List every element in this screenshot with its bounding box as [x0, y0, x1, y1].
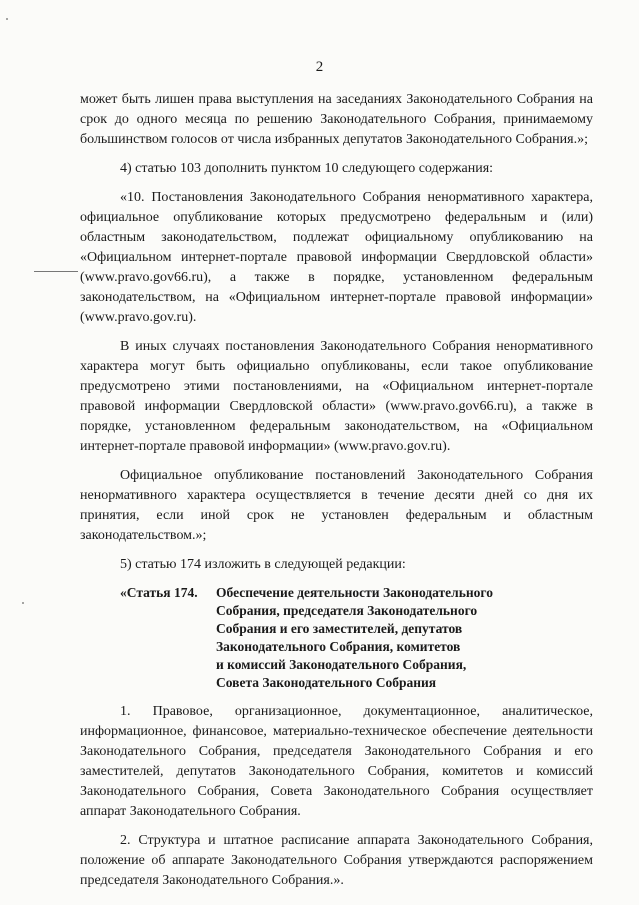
page-number: 2 [315, 59, 324, 75]
article-title-line: и комиссий Законодательного Собрания, [216, 657, 467, 672]
paragraph: 5) статью 174 изложить в следующей редакции: [120, 557, 406, 572]
margin-mark [34, 271, 78, 272]
article-paragraph: 1. Правовое, организационное, документационное, аналитическое, информационное, финансовое, материально-техническое обеспечение деятельности Законодательного Собрания, председателя Законодательного Собрания и его заместителей, депутатов Законодательного Собрания, комитетов и комиссий Законодательного Собрания, Совета Законодательного Собрания осуществляет аппарат Законодательного Собрания. [80, 704, 593, 819]
article-heading [80, 584, 593, 692]
scan-speck [6, 18, 8, 20]
paragraph: В иных случаях постановления Законодательного Собрания ненормативного характера могут быть официально опубликованы, если такое опубликование предусмотрено этими постановлениями, на «Официальном интернет-портале правовой информации Свердловской области» (www.pravo.gov66.ru), а также в порядке, установленном федеральным законодательством, на «Официальном интернет-портале правовой информации» (www.pravo.gov.ru). [80, 339, 593, 454]
article-title [216, 584, 593, 692]
article-title-line: Обеспечение деятельности Законодательного [216, 585, 493, 600]
article-title-line: Совета Законодательного Собрания [216, 675, 437, 690]
paragraph: «10. Постановления Законодательного Собрания ненормативного характера, официальное опубликование которых предусмотрено федеральным и (или) областным законодательством, подлежат официальному опубликованию на «Официальном интернет-портале правовой информации Свердловской области» (www.pravo.gov66.ru), а также в порядке, установленном федеральным законодательством, на «Официальном интернет-портале правовой информации» (www.pravo.gov.ru). [80, 190, 593, 325]
document-body [80, 90, 593, 900]
scan-speck [22, 602, 24, 604]
paragraph: может быть лишен права выступления на заседаниях Законодательного Собрания на срок до одного месяца по решению Законодательного Собрания, принимаемому большинством голосов от числа избранных депутатов Законодательного Собрания.»; [80, 92, 593, 147]
paragraph: Официальное опубликование постановлений Законодательного Собрания ненормативного характера осуществляется в течение десяти дней со дня их принятия, если иной срок не установлен федеральным и областным законодательством.»; [80, 468, 593, 543]
paragraph: 4) статью 103 дополнить пунктом 10 следующего содержания: [120, 161, 494, 176]
article-paragraph: 2. Структура и штатное расписание аппарата Законодательного Собрания, положение об аппарате Законодательного Собрания утверждаются распоряжением председателя Законодательного Собрания.». [80, 833, 593, 888]
article-label: «Статья 174. [120, 585, 198, 600]
article-title-line: Собрания, председателя Законодательного [216, 603, 478, 618]
article-title-line: Собрания и его заместителей, депутатов [216, 621, 463, 636]
article-title-line: Законодательного Собрания, комитетов [216, 639, 461, 654]
